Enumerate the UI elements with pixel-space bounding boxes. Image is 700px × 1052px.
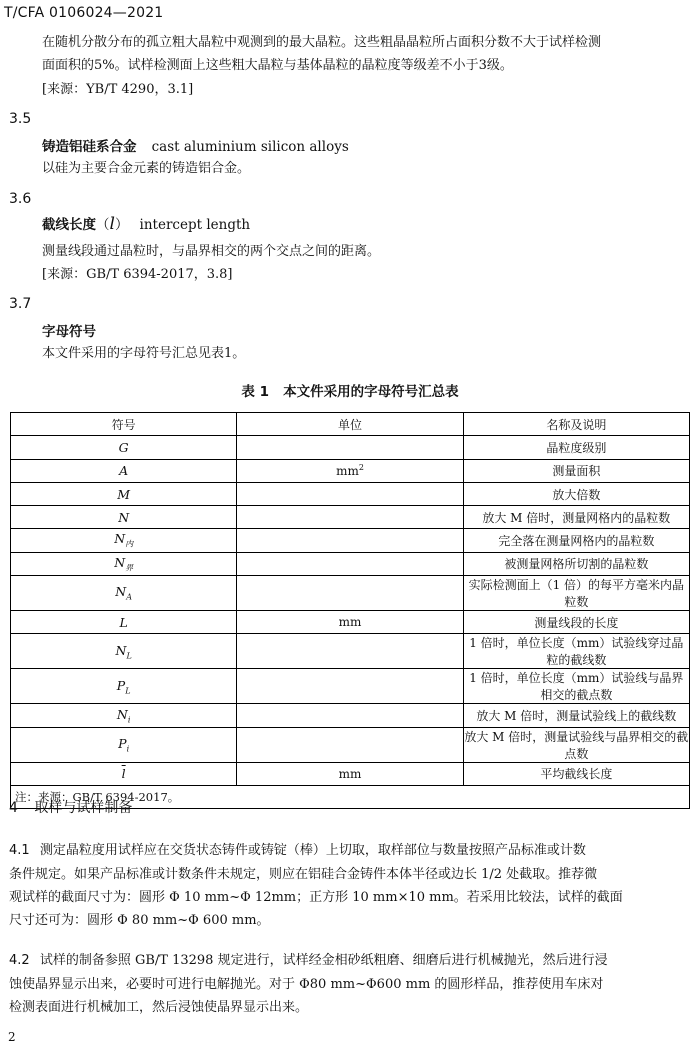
cell-unit: [237, 459, 463, 482]
symbol-subscript: 内: [125, 539, 134, 549]
cell-description: 测量面积: [463, 459, 689, 482]
table-row: [11, 704, 690, 727]
cell-description: 平均截线长度: [463, 762, 689, 785]
section-4-1-line-3: 观试样的截面尺寸为：圆形 Φ 10 mm~Φ 12mm；正方形 10 mm×10 mm。若采用比较法，试样的截面: [9, 890, 623, 905]
cell-description: 1 倍时，单位长度（mm）试验线与晶界相交的截点数: [463, 669, 689, 704]
unit-text: mm: [338, 766, 362, 781]
table-row: [11, 727, 690, 762]
cell-description: 晶粒度级别: [463, 436, 689, 459]
term-cn: 截线长度: [42, 217, 96, 233]
cell-unit: [237, 529, 463, 552]
symbol-main: N: [114, 531, 126, 547]
cell-unit: [237, 634, 463, 669]
cell-description: 测量线段的长度: [463, 611, 689, 634]
section-4-2-number: 4.2: [9, 953, 30, 968]
section-3-6-term: [42, 213, 250, 234]
paren-open: （: [96, 217, 110, 233]
section-3-5-term: [42, 135, 349, 155]
cell-symbol: [11, 552, 237, 575]
cell-symbol: [11, 459, 237, 482]
symbol-main: A: [119, 463, 129, 479]
section-4-2-line-1: [9, 950, 608, 971]
symbol-main: L: [119, 614, 128, 630]
cell-description: 被测量网格所切割的晶粒数: [463, 552, 689, 575]
symbol-subscript: L: [126, 651, 132, 661]
cell-symbol: [11, 506, 237, 529]
table-row: [11, 611, 690, 634]
cell-symbol: [11, 669, 237, 704]
section-3-7-number: 3.7: [9, 296, 32, 312]
unit-superscript: 2: [358, 463, 364, 473]
term-cn: 铸造铝硅系合金: [42, 139, 137, 155]
section-3-7-term: 字母符号: [42, 324, 96, 340]
symbol-main: N: [115, 584, 127, 600]
cell-symbol: [11, 727, 237, 762]
symbol-main: $\overline{l}$: [121, 766, 126, 782]
cell-description: 实际检测面上（1 倍）的每平方毫米内晶粒数: [463, 576, 689, 611]
symbol-main: N: [116, 706, 128, 722]
symbol-main: M: [117, 486, 131, 502]
section-3-6-definition: 测量线段通过晶粒时，与晶界相交的两个交点之间的距离。: [42, 244, 381, 259]
standard-code: T/CFA 0106024—2021: [4, 5, 164, 21]
symbol-main: N: [115, 642, 127, 658]
term-symbol: l: [109, 214, 115, 234]
cell-symbol: [11, 436, 237, 459]
section-3-5-number: 3.5: [9, 111, 32, 127]
cell-symbol: [11, 634, 237, 669]
intro-line-2: 面面积的5%。试样检测面上这些粗大晶粒与基体晶粒的晶粒度等级差不小于3级。: [42, 58, 513, 73]
text: 测定晶粒度用试样应在交货状态铸件或铸锭（棒）上切取，取样部位与数量按照产品标准或计数: [39, 843, 586, 858]
table-note: 注：来源：GB/T 6394-2017。: [11, 785, 690, 808]
cell-unit: [237, 611, 463, 634]
intro-source: [来源：YB/T 4290，3.1]: [42, 82, 194, 97]
section-3-7-definition: 本文件采用的字母符号汇总见表1。: [42, 346, 246, 361]
section-4-2-line-3: 检测表面进行机械加工，然后浸蚀使晶界显示出来。: [9, 1000, 309, 1015]
table-row: [11, 436, 690, 459]
cell-unit: [237, 669, 463, 704]
cell-description: 放大倍数: [463, 482, 689, 505]
unit-text: mm: [338, 615, 362, 630]
symbol-table: [10, 412, 690, 809]
table-row: [11, 634, 690, 669]
table-row: [11, 459, 690, 482]
paren-close: ）: [114, 217, 129, 233]
cell-symbol: [11, 611, 237, 634]
cell-description: 放大 M 倍时，测量试验线与晶界相交的截点数: [463, 727, 689, 762]
section-4-1-number: 4.1: [9, 843, 30, 858]
symbol-main: G: [118, 439, 129, 455]
symbol-main: P: [116, 677, 126, 693]
section-4-heading: [9, 797, 132, 817]
symbol-main: P: [118, 735, 127, 751]
cell-symbol: [11, 576, 237, 611]
table-row: [11, 762, 690, 785]
section-4-1-line-1: [9, 840, 586, 861]
section-3-5-definition: 以硅为主要合金元素的铸造铝合金。: [42, 161, 251, 176]
section-3-6-source: [来源：GB/T 6394-2017，3.8]: [42, 267, 233, 282]
header-unit: 单位: [237, 413, 463, 436]
cell-symbol: [11, 529, 237, 552]
section-4-2-line-2: 蚀使晶界显示出来，必要时可进行电解抛光。对于 Φ80 mm~Φ600 mm 的圆形样品，推荐使用车床对: [9, 977, 604, 992]
section-4-1-line-4: 尺寸还可为：圆形 Φ 80 mm~Φ 600 mm。: [9, 913, 270, 928]
table-row: [11, 669, 690, 704]
page-number: 2: [8, 1030, 16, 1044]
symbol-main: N: [118, 509, 130, 525]
symbol-subscript: 界: [125, 563, 134, 573]
table-row: [11, 576, 690, 611]
unit-text: mm: [336, 464, 359, 479]
cell-symbol: [11, 704, 237, 727]
symbol-subscript: i: [127, 715, 131, 725]
term-en: intercept length: [139, 217, 251, 233]
cell-unit: [237, 506, 463, 529]
cell-unit: [237, 762, 463, 785]
symbol-subscript: L: [125, 686, 131, 696]
section-4-1-line-2: 条件规定。如果产品标准或计数条件未规定，则应在铝硅合金铸件本体半径或边长 1/2 处截取。推荐微: [9, 867, 598, 882]
cell-unit: [237, 576, 463, 611]
table-row: [11, 552, 690, 575]
cell-unit: [237, 727, 463, 762]
symbol-subscript: i: [126, 744, 130, 754]
cell-unit: [237, 482, 463, 505]
cell-symbol: [11, 482, 237, 505]
cell-description: 完全落在测量网格内的晶粒数: [463, 529, 689, 552]
term-en: cast aluminium silicon alloys: [151, 139, 349, 155]
section-4-title: 取样与试样制备: [34, 800, 133, 816]
table-row: [11, 482, 690, 505]
cell-symbol: [11, 762, 237, 785]
table-caption: 表 1 本文件采用的字母符号汇总表: [241, 384, 459, 400]
cell-unit: [237, 704, 463, 727]
table-header-row: [11, 413, 690, 436]
text: 试样的制备参照 GB/T 13298 规定进行，试样经金相砂纸粗磨、细磨后进行机械抛光，然后进行浸: [39, 953, 608, 968]
symbol-subscript: A: [126, 592, 133, 602]
section-4-number: 4: [9, 800, 18, 816]
cell-description: 放大 M 倍时，测量试验线上的截线数: [463, 704, 689, 727]
symbol-main: N: [114, 554, 126, 570]
cell-description: 放大 M 倍时，测量网格内的晶粒数: [463, 506, 689, 529]
intro-line-1: 在随机分散分布的孤立粗大晶粒中观测到的最大晶粒。这些粗晶晶粒所占面积分数不大于试样检测: [42, 35, 602, 50]
cell-unit: [237, 552, 463, 575]
table-row: [11, 529, 690, 552]
cell-description: 1 倍时，单位长度（mm）试验线穿过晶粒的截线数: [463, 634, 689, 669]
table-row: [11, 506, 690, 529]
cell-unit: [237, 436, 463, 459]
header-symbol: 符号: [11, 413, 237, 436]
header-description: 名称及说明: [463, 413, 689, 436]
section-3-6-number: 3.6: [9, 191, 32, 207]
